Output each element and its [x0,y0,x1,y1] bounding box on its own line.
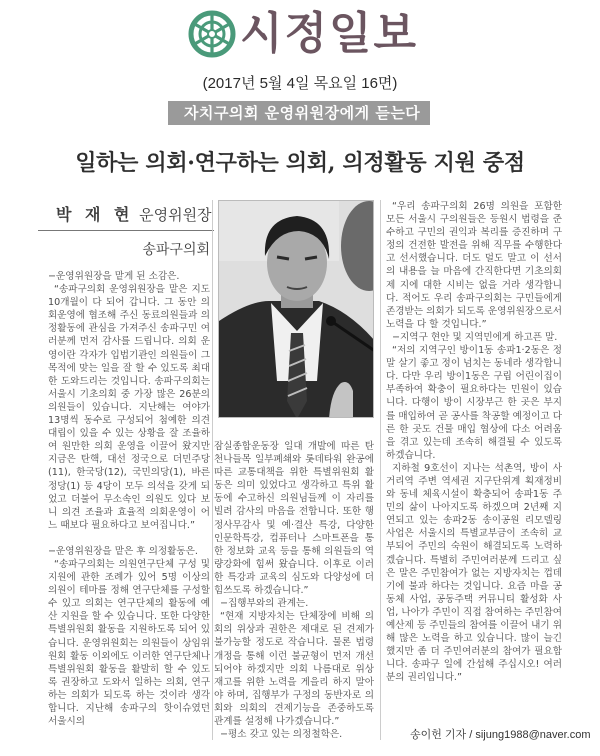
issue-date: (2017년 5월 4일 목요일 16면) [202,75,398,92]
portrait-photo [218,200,374,418]
article-column-right [386,200,562,684]
section-banner: 자치구의회 운영위원장에게 듣는다 [168,101,430,125]
interviewee-organization: 송파구의회 [142,242,210,258]
answer-paragraph: “우리 송파구의회 26명 의원을 포함한 모든 서울시 구의원들은 등원시 법령을 준수하고 구민의 권익과 복리를 증진하며 구정의 건전한 발전을 위해 직무를 수행한다고 선서했습니다. 더도 덜도 말고 이 선서의 내용을 늘 마음에 간직한다면 기초의회제 지에 대한 시비는 없을 거라 생각합니다. 적어도 우리 송파구의회는 구민들에게 존경받는 의회가 되도록 운영위원장으로서 노력을 다 할 것입니다.” [386,201,562,330]
question-heading: −집행부와의 관계는. [220,598,309,610]
article-column-middle [214,440,374,741]
city-emblem-icon [188,10,236,58]
byline [48,202,212,259]
article-headline: 일하는 의회·연구하는 의회, 의정활동 지원 중점 [75,150,525,176]
question-heading: −지역구 현안 및 지역민에게 하고픈 말. [392,331,558,343]
question-heading: −운영위원장을 맡게 된 소감은. [48,271,180,282]
answer-paragraph: 잠실종합운동장 일대 개발에 따른 탄천나들목 일부폐쇄와 롯데타워 완공에 따른 교통대책을 위한 특별위원회 활동은 의미 있었다고 생각하고 특위 활동에 수고하신 의원님들께 이 자리를 빌려 감사의 마음을 전합니다. 또한 행정사무감사 및 예·결산 특강, 다양한 인문학특강, 컴퓨터나 스마트폰을 통한 정보화 교육 등을 통해 의원들의 역량강화에 힘써 왔습니다. 이후로 이러한 특강과 교육의 심도와 다양성에 더 힘쓰도록 하겠습니다.” [214,441,374,597]
question-heading: −평소 갖고 있는 의정철학은. [220,729,343,741]
answer-paragraph: 지하철 9호선이 지나는 석촌역, 방이 사거리역 주변 역세권 지구단위계 획재정비와 동네 체육시설이 확충되어 송파1동 주민의 삶이 나아지도록 하겠으며 2년째 지연되고 있는 송파2동 송이공원 리모델링 사업은 서울시의 특별교부금이 조속히 교부되어 주민의 숙원이 해결되도록 노력하겠습니다. 특별히 주민여러분께 드리고 싶은 말은 주민참여가 없는 지방자치는 껍데기에 불과 하다는 것입니다. 요즘 마을 공동체 사업, 공동주택 커뮤니티 활성화 사업, 나아가 주민이 직접 참여하는 주민참여예산제 등 주민들의 참여를 이끌어 내기 위해 많은 노력을 하고 있습니다. 많이 늘긴 했지만 좀 더 주민여러분의 참여가 필요합니다. 송파구 일에 간섭해 주십시오! 여러분의 권리입니다.” [386,462,562,684]
article-column-left [48,270,210,728]
answer-paragraph: “송파구의회는 의원연구단체 구성 및 지원에 관한 조례가 있어 5명 이상의 의원이 테마를 정해 연구단체를 구성할 수 있고 의회는 연구단체의 활동에 예산 지원을 할 수 있습니다. 또한 다양한 특별위원회 활동을 지원하도록 되어 있습니다. 운영위원회는 의원들이 상임위원회 활동 이외에도 이러한 연구단체나 특별위원회 활동을 활발히 할 수 있도록 권장하고 도와서 일하는 의회, 연구하는 의회가 되도록 하는 것이라 생각합니다. 지난해 송파구의 핫이슈였던 서울시의 [48,558,210,728]
answer-paragraph: “저의 지역구인 방이1동 송파1·2동은 정말 살기 좋고 정이 넘치는 동네라 생각합니다. 다만 우리 방이1동은 구립 어린이집이 부족하여 확충이 필요하다는 민원이 있습니다. 다행이 방이 시장부근 한 곳은 부지를 매입하여 곧 공사를 착공할 예정이고 다른 한 곳도 건물 매입 협상에 다소 어려움을 겪고 있는데 조속히 해결될 수 있도록 하겠습니다. [386,345,562,461]
answer-paragraph: “현재 지방자치는 단체장에 비해 의회의 위상과 권한은 제대로 된 견제가 불가능할 정도로 작습니다. 물론 법령개정을 통해 이런 불균형이 먼저 개선되어야 하겠지만 의회 나름대로 위상재고를 위한 노력을 게을리 하지 말아야 하며, 집행부가 구정의 동반자로 의회와 의회의 견제기능을 존중하도록 관계를 설정해 나가겠습니다.” [214,611,374,727]
column-divider [212,200,213,740]
question-heading: −운영위원장을 맡은 후 의정활동은. [48,545,198,557]
answer-paragraph: “송파구의회 운영위원장을 맡은 지도 10개월이 다 되어 갑니다. 그 동안 의회운영에 협조해 주신 동료의원들과 의정활동에 관심을 가져주신 송파구민 여러분께 먼저 감사를 드립니다. 의회 운영이란 각자가 입법기관인 의원들이 그 목적에 맞는 일을 잘 할 수 있도록 최대한 도와드리는 것입니다. 송파구의회는 서울시 기초의회 중 가장 많은 26분의 의원들이 있습니다. 지난해는 여야가 13명씩 동수로 구성되어 첨예한 의견대립이 있을 수 있는 상황을 잘 조율하여 원만한 의회 운영을 이끌어 왔지만 지금은 탄핵, 대선 정국으로 더민주당(11), 한국당(12), 국민의당(1), 바른정당(1) 등 4당이 모두 의석을 갖게 되었고 더불어 무소속인 의원도 있다 보니 의견 조율과 효율적 의회운영이 어느 때보다 필요하다고 보여집니다.” [48,284,210,531]
reporter-credit: 송이헌 기자 / sijung1988@naver.com [410,729,591,741]
masthead [0,0,600,70]
interviewee-role: 운영위원장 [139,206,212,224]
portrait-illustration [219,201,374,418]
interviewee-name: 박 재 현 [56,205,134,224]
column-divider [380,200,381,740]
newspaper-title: 시정일보 [240,8,419,59]
